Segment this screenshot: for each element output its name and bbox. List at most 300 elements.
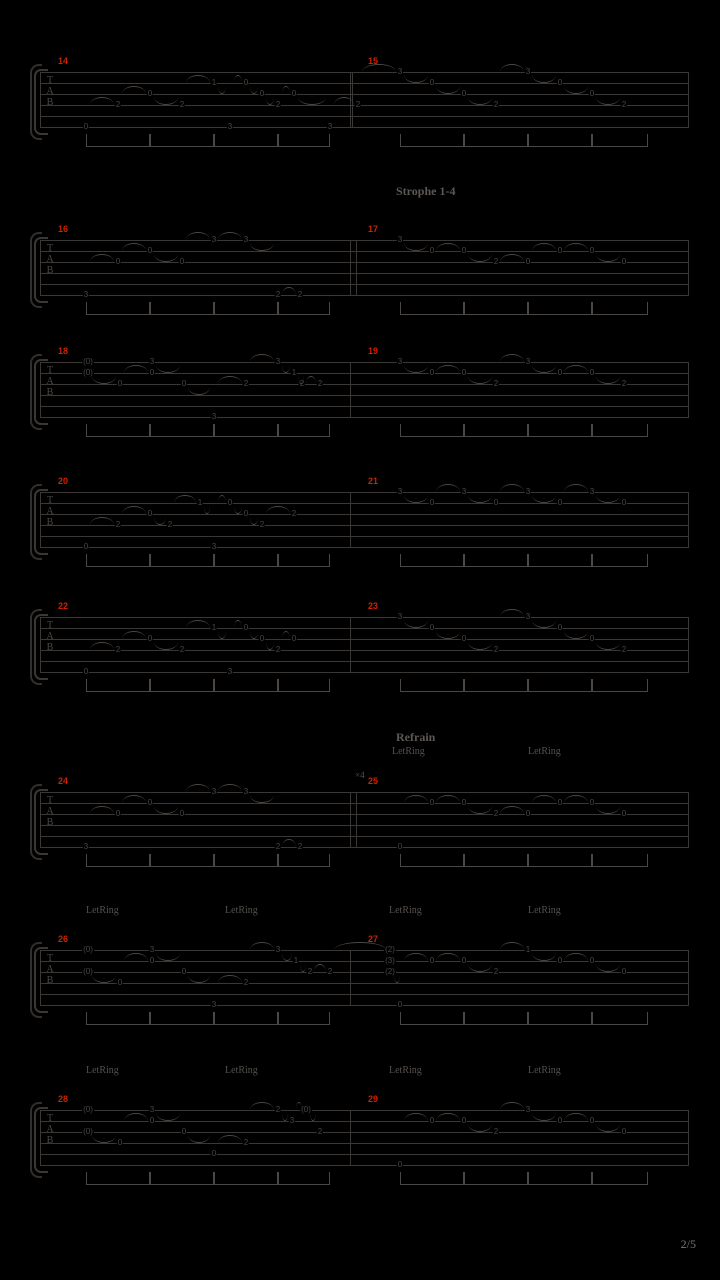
beam bbox=[86, 146, 150, 147]
beam bbox=[592, 691, 648, 692]
staff-line bbox=[40, 273, 688, 274]
barline bbox=[40, 792, 41, 848]
tab-note: 0 bbox=[589, 368, 595, 377]
staff-line bbox=[40, 406, 688, 407]
measure-number: 19 bbox=[368, 346, 379, 356]
staff-line bbox=[40, 847, 688, 848]
beam bbox=[86, 691, 150, 692]
tab-note: 3 bbox=[227, 122, 233, 131]
tab-note: 3 bbox=[211, 1000, 217, 1009]
tab-note: 0 bbox=[429, 78, 435, 87]
tab-note: 2 bbox=[317, 1127, 323, 1136]
tab-note: 3 bbox=[211, 235, 217, 244]
measure-number: 21 bbox=[368, 476, 379, 486]
staff-line bbox=[40, 994, 688, 995]
barline bbox=[350, 362, 351, 418]
tab-clef-letter: A bbox=[46, 506, 54, 517]
tab-note: 0 bbox=[461, 89, 467, 98]
staff-line bbox=[40, 240, 688, 241]
staff-line bbox=[40, 825, 688, 826]
beam bbox=[528, 691, 592, 692]
tab-staff bbox=[40, 72, 688, 128]
beam bbox=[278, 691, 330, 692]
barline bbox=[40, 362, 41, 418]
slur-arc bbox=[500, 1102, 524, 1110]
tab-note: 0 bbox=[227, 498, 233, 507]
beam bbox=[464, 314, 528, 315]
measure-number: 22 bbox=[58, 601, 69, 611]
let-ring-label: LetRing bbox=[389, 1065, 422, 1076]
tab-clef bbox=[44, 1114, 56, 1147]
tab-note: 0 bbox=[181, 967, 187, 976]
beam bbox=[400, 314, 464, 315]
tab-note: 0 bbox=[429, 368, 435, 377]
slur-arc bbox=[186, 784, 210, 792]
tab-note: 3 bbox=[275, 945, 281, 954]
tab-note: 0 bbox=[243, 623, 249, 632]
staff-line bbox=[40, 262, 688, 263]
beam bbox=[150, 566, 214, 567]
tab-note: 2 bbox=[275, 842, 281, 851]
beam bbox=[592, 866, 648, 867]
tab-note: 0 bbox=[429, 623, 435, 632]
staff-line bbox=[40, 295, 688, 296]
staff-line bbox=[40, 514, 688, 515]
tab-note: 0 bbox=[259, 634, 265, 643]
tab-note: 2 bbox=[297, 290, 303, 299]
tab-note: 0 bbox=[291, 89, 297, 98]
tab-note: 0 bbox=[493, 498, 499, 507]
tab-note: 0 bbox=[397, 1000, 403, 1009]
tab-note: 0 bbox=[115, 809, 121, 818]
tab-note: 0 bbox=[589, 89, 595, 98]
barline bbox=[40, 950, 41, 1006]
beam bbox=[214, 866, 278, 867]
tab-note: 0 bbox=[179, 809, 185, 818]
tab-note: 0 bbox=[147, 246, 153, 255]
staff-line bbox=[40, 1165, 688, 1166]
staff-line bbox=[40, 417, 688, 418]
beam bbox=[400, 1184, 464, 1185]
tab-note: (0) bbox=[83, 368, 93, 377]
beam bbox=[592, 314, 648, 315]
tab-clef-letter: A bbox=[46, 376, 54, 387]
barline bbox=[688, 1110, 689, 1166]
barline bbox=[688, 72, 689, 128]
measure-number: 27 bbox=[368, 934, 379, 944]
tab-clef bbox=[44, 796, 56, 829]
tab-note: 0 bbox=[397, 842, 403, 851]
barline bbox=[688, 950, 689, 1006]
beam bbox=[150, 146, 214, 147]
tab-clef-letter: A bbox=[46, 1124, 54, 1135]
barline bbox=[688, 362, 689, 418]
beam bbox=[150, 314, 214, 315]
tab-note: 2 bbox=[243, 1138, 249, 1147]
tab-note: 2 bbox=[621, 100, 627, 109]
tab-note: (0) bbox=[83, 357, 93, 366]
beam bbox=[464, 1184, 528, 1185]
tab-clef-letter: A bbox=[46, 631, 54, 642]
repeat-count-label: ×4 bbox=[355, 770, 365, 780]
tab-note: 3 bbox=[397, 357, 403, 366]
barline bbox=[688, 492, 689, 548]
tab-note: 2 bbox=[493, 809, 499, 818]
beam bbox=[150, 436, 214, 437]
tab-clef-letter: T bbox=[46, 75, 54, 86]
tab-note: 3 bbox=[149, 1105, 155, 1114]
tab-clef bbox=[44, 496, 56, 529]
tab-note: 0 bbox=[429, 798, 435, 807]
tab-note: 3 bbox=[227, 667, 233, 676]
staff-line bbox=[40, 362, 688, 363]
tab-note: 2 bbox=[115, 520, 121, 529]
beam bbox=[592, 566, 648, 567]
staff-line bbox=[40, 628, 688, 629]
tab-note: 3 bbox=[397, 612, 403, 621]
tab-note: 3 bbox=[525, 67, 531, 76]
beam bbox=[592, 436, 648, 437]
beam bbox=[86, 566, 150, 567]
tab-note: 2 bbox=[115, 645, 121, 654]
tab-staff bbox=[40, 617, 688, 673]
tab-note: (0) bbox=[301, 1105, 311, 1114]
barline bbox=[356, 240, 357, 296]
tab-note: 0 bbox=[115, 257, 121, 266]
beam bbox=[400, 146, 464, 147]
barline bbox=[40, 72, 41, 128]
slur-arc bbox=[296, 1102, 302, 1110]
let-ring-label: LetRing bbox=[86, 1065, 119, 1076]
section-label: Refrain bbox=[396, 730, 436, 744]
beam bbox=[86, 1184, 150, 1185]
tab-note: 0 bbox=[83, 542, 89, 551]
staff-line bbox=[40, 83, 688, 84]
staff-line bbox=[40, 72, 688, 73]
tab-note: 3 bbox=[525, 357, 531, 366]
beam bbox=[528, 866, 592, 867]
staff-line bbox=[40, 836, 688, 837]
tab-clef-letter: B bbox=[46, 517, 54, 528]
beam bbox=[400, 691, 464, 692]
beam bbox=[528, 1184, 592, 1185]
page-number: 2/5 bbox=[680, 1237, 696, 1251]
tab-note: 0 bbox=[461, 368, 467, 377]
tab-note: 0 bbox=[525, 809, 531, 818]
staff-line bbox=[40, 384, 688, 385]
beam bbox=[214, 314, 278, 315]
tab-note: 0 bbox=[429, 246, 435, 255]
beam bbox=[214, 691, 278, 692]
tab-note: 0 bbox=[429, 956, 435, 965]
slur-arc bbox=[500, 484, 524, 492]
let-ring-label: LetRing bbox=[528, 905, 561, 916]
tab-note: 3 bbox=[243, 235, 249, 244]
tab-clef bbox=[44, 244, 56, 277]
staff-line bbox=[40, 983, 688, 984]
tab-note: 2 bbox=[493, 379, 499, 388]
tab-note: 1 bbox=[211, 623, 217, 632]
tab-clef-letter: B bbox=[46, 97, 54, 108]
tab-note: 2 bbox=[317, 379, 323, 388]
beam bbox=[464, 691, 528, 692]
beam bbox=[86, 1024, 150, 1025]
tab-note: 2 bbox=[299, 379, 305, 388]
measure-number: 16 bbox=[58, 224, 69, 234]
tab-note: 2 bbox=[243, 978, 249, 987]
beam bbox=[150, 1024, 214, 1025]
staff-line bbox=[40, 116, 688, 117]
barline bbox=[350, 492, 351, 548]
tab-note: 0 bbox=[461, 956, 467, 965]
tab-note: 0 bbox=[149, 1116, 155, 1125]
slur-arc bbox=[250, 1102, 274, 1110]
tab-clef-letter: B bbox=[46, 1135, 54, 1146]
tab-note: 0 bbox=[589, 1116, 595, 1125]
tab-note: 2 bbox=[493, 257, 499, 266]
tab-note: 0 bbox=[181, 379, 187, 388]
slur-arc bbox=[250, 942, 274, 950]
tab-note: 0 bbox=[557, 798, 563, 807]
tab-note: 2 bbox=[621, 379, 627, 388]
tab-clef bbox=[44, 621, 56, 654]
measure-number: 29 bbox=[368, 1094, 379, 1104]
tab-note: 0 bbox=[621, 1127, 627, 1136]
tab-note: 3 bbox=[289, 1116, 295, 1125]
tab-note: 3 bbox=[397, 67, 403, 76]
tab-note: (0) bbox=[83, 967, 93, 976]
staff-line bbox=[40, 127, 688, 128]
tab-note: 3 bbox=[525, 1105, 531, 1114]
tab-clef-letter: B bbox=[46, 387, 54, 398]
tab-note: 2 bbox=[243, 379, 249, 388]
tab-note: 0 bbox=[589, 246, 595, 255]
tab-note: 2 bbox=[179, 100, 185, 109]
tab-clef-letter: B bbox=[46, 642, 54, 653]
tab-note: 0 bbox=[557, 498, 563, 507]
tab-clef-letter: B bbox=[46, 265, 54, 276]
tab-note: 0 bbox=[621, 809, 627, 818]
staff-line bbox=[40, 792, 688, 793]
tab-note: 0 bbox=[179, 257, 185, 266]
tab-note: 2 bbox=[275, 1105, 281, 1114]
beam bbox=[86, 436, 150, 437]
tab-note: 3 bbox=[149, 945, 155, 954]
beam bbox=[150, 1184, 214, 1185]
barline bbox=[40, 1110, 41, 1166]
staff-line bbox=[40, 1132, 688, 1133]
tab-note: 0 bbox=[557, 246, 563, 255]
tab-note: 2 bbox=[275, 100, 281, 109]
staff-line bbox=[40, 1143, 688, 1144]
staff-line bbox=[40, 650, 688, 651]
tab-clef-letter: A bbox=[46, 964, 54, 975]
tab-clef bbox=[44, 76, 56, 109]
slur-arc bbox=[250, 354, 274, 362]
slur-arc bbox=[362, 64, 396, 72]
beam bbox=[86, 314, 150, 315]
tab-note: 0 bbox=[147, 509, 153, 518]
measure-number: 24 bbox=[58, 776, 69, 786]
tab-note: 0 bbox=[117, 978, 123, 987]
barline bbox=[350, 617, 351, 673]
staff-line bbox=[40, 661, 688, 662]
measure-number: 20 bbox=[58, 476, 69, 486]
staff-line bbox=[40, 1154, 688, 1155]
tab-note: 0 bbox=[557, 368, 563, 377]
measure-number: 23 bbox=[368, 601, 379, 611]
beam bbox=[464, 146, 528, 147]
tab-note: 0 bbox=[147, 634, 153, 643]
tab-clef-letter: A bbox=[46, 254, 54, 265]
tab-note: 0 bbox=[589, 634, 595, 643]
beam bbox=[528, 1024, 592, 1025]
tab-note: 3 bbox=[397, 235, 403, 244]
staff-line bbox=[40, 972, 688, 973]
beam bbox=[278, 1184, 330, 1185]
tab-note: 3 bbox=[83, 290, 89, 299]
tab-note: 0 bbox=[147, 798, 153, 807]
tab-note: 2 bbox=[115, 100, 121, 109]
tab-note: 3 bbox=[327, 122, 333, 131]
staff-line bbox=[40, 395, 688, 396]
tab-note: 3 bbox=[525, 612, 531, 621]
tab-note: 3 bbox=[461, 487, 467, 496]
tab-note: 3 bbox=[589, 487, 595, 496]
staff-line bbox=[40, 284, 688, 285]
beam bbox=[528, 566, 592, 567]
staff-line bbox=[40, 105, 688, 106]
beam bbox=[86, 866, 150, 867]
barline bbox=[40, 617, 41, 673]
tab-note: 2 bbox=[307, 967, 313, 976]
beam bbox=[528, 146, 592, 147]
staff-line bbox=[40, 814, 688, 815]
barline bbox=[688, 792, 689, 848]
tab-clef-letter: A bbox=[46, 806, 54, 817]
tab-note: 0 bbox=[147, 89, 153, 98]
measure-number: 14 bbox=[58, 56, 69, 66]
tab-note: (0) bbox=[83, 945, 93, 954]
slur-arc bbox=[334, 942, 386, 950]
tab-note: 2 bbox=[297, 842, 303, 851]
beam bbox=[150, 691, 214, 692]
barline bbox=[688, 240, 689, 296]
barline bbox=[350, 240, 351, 296]
tab-clef-letter: T bbox=[46, 243, 54, 254]
tab-note: 2 bbox=[621, 645, 627, 654]
tab-note: 3 bbox=[211, 787, 217, 796]
tab-note: 0 bbox=[83, 122, 89, 131]
tab-note: 2 bbox=[179, 645, 185, 654]
tab-note: 0 bbox=[461, 798, 467, 807]
beam bbox=[464, 1024, 528, 1025]
measure-number: 18 bbox=[58, 346, 69, 356]
beam bbox=[278, 314, 330, 315]
beam bbox=[400, 1024, 464, 1025]
staff-line bbox=[40, 617, 688, 618]
beam bbox=[278, 866, 330, 867]
tab-note: 2 bbox=[493, 100, 499, 109]
beam bbox=[464, 566, 528, 567]
beam bbox=[214, 436, 278, 437]
slur-arc bbox=[500, 64, 524, 72]
measure-number: 17 bbox=[368, 224, 379, 234]
slur-arc bbox=[436, 484, 460, 492]
beam bbox=[528, 436, 592, 437]
beam bbox=[278, 1024, 330, 1025]
beam bbox=[528, 314, 592, 315]
beam bbox=[278, 146, 330, 147]
beam bbox=[592, 1184, 648, 1185]
tab-note: 0 bbox=[117, 1138, 123, 1147]
tab-note: (0) bbox=[83, 1105, 93, 1114]
tab-note: 0 bbox=[397, 1160, 403, 1169]
tab-staff bbox=[40, 492, 688, 548]
measure-number: 28 bbox=[58, 1094, 69, 1104]
tab-note: 0 bbox=[621, 967, 627, 976]
staff-line bbox=[40, 672, 688, 673]
tab-note: 0 bbox=[461, 1116, 467, 1125]
tab-note: 0 bbox=[557, 78, 563, 87]
staff-line bbox=[40, 950, 688, 951]
tab-note: 2 bbox=[291, 509, 297, 518]
beam bbox=[400, 436, 464, 437]
tab-note: 1 bbox=[291, 368, 297, 377]
slur-arc bbox=[500, 942, 524, 950]
tab-note: 3 bbox=[525, 487, 531, 496]
measure-number: 15 bbox=[368, 56, 379, 66]
tab-note: 0 bbox=[243, 78, 249, 87]
tab-note: 3 bbox=[83, 842, 89, 851]
tab-note: 2 bbox=[275, 290, 281, 299]
tab-note: 0 bbox=[525, 257, 531, 266]
staff-line bbox=[40, 536, 688, 537]
tab-note: 2 bbox=[275, 645, 281, 654]
tab-note: 0 bbox=[181, 1127, 187, 1136]
tab-note: 0 bbox=[589, 956, 595, 965]
tab-note: 0 bbox=[259, 89, 265, 98]
tab-note: 2 bbox=[167, 520, 173, 529]
tab-clef-letter: T bbox=[46, 953, 54, 964]
measure-number: 25 bbox=[368, 776, 379, 786]
tab-note: 0 bbox=[211, 1149, 217, 1158]
slur-arc bbox=[564, 484, 588, 492]
tab-note: 0 bbox=[117, 379, 123, 388]
tab-note: 0 bbox=[149, 956, 155, 965]
beam bbox=[214, 146, 278, 147]
tab-note: 2 bbox=[493, 645, 499, 654]
slur-arc bbox=[500, 354, 524, 362]
staff-line bbox=[40, 1005, 688, 1006]
beam bbox=[464, 866, 528, 867]
tab-clef-letter: T bbox=[46, 795, 54, 806]
barline bbox=[688, 617, 689, 673]
tab-note: 0 bbox=[243, 509, 249, 518]
beam bbox=[278, 436, 330, 437]
barline bbox=[350, 950, 351, 1006]
beam bbox=[592, 146, 648, 147]
tab-clef-letter: B bbox=[46, 975, 54, 986]
tab-note: 2 bbox=[493, 1127, 499, 1136]
tab-note: (2) bbox=[385, 945, 395, 954]
tab-note: 0 bbox=[461, 634, 467, 643]
tab-clef-letter: T bbox=[46, 620, 54, 631]
let-ring-label: LetRing bbox=[528, 1065, 561, 1076]
let-ring-label: LetRing bbox=[86, 905, 119, 916]
tab-note: 0 bbox=[83, 667, 89, 676]
slur-arc bbox=[218, 784, 242, 792]
